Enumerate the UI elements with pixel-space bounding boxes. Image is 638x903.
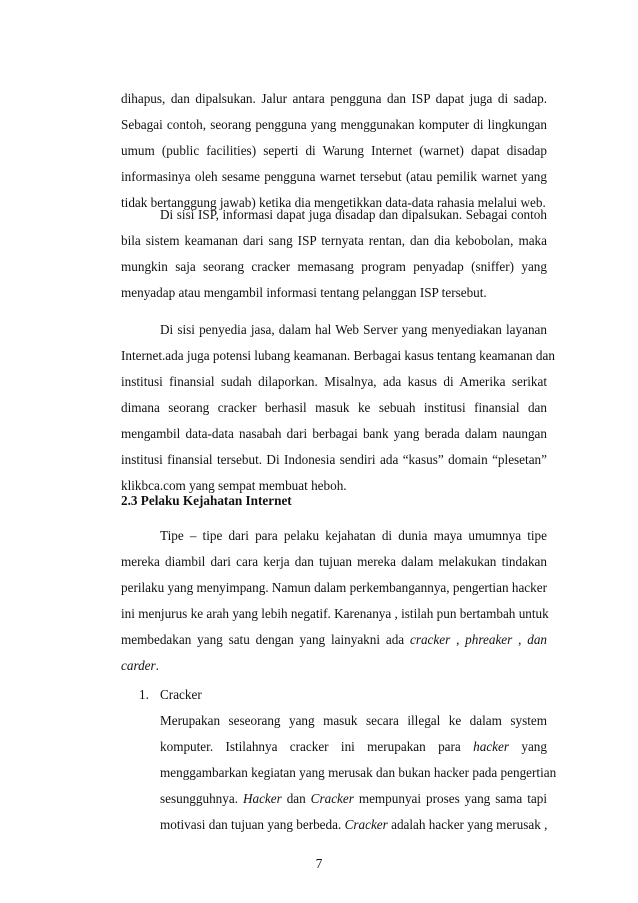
paragraph-line: institusi finansial tersebut. Di Indonesia sendiri ada “kasus” domain “plesetan”	[121, 452, 547, 467]
paragraph-line: umum (public facilities) seperti di Warung Internet (warnet) dapat disadap	[121, 143, 547, 158]
text-run: yang	[509, 739, 547, 754]
paragraph-line: mereka diambil dari cara kerja dan tujuan mereka dalam melakukan tindakan	[121, 554, 547, 569]
list-item-line	[160, 818, 547, 834]
paragraph-line: Di sisi ISP, informasi dapat juga disadap dan dipalsukan. Sebagai contoh	[160, 207, 547, 222]
paragraph-line: Internet.ada juga potensi lubang keamanan. Berbagai kasus tentang keamanan dan	[121, 348, 555, 363]
paragraph-line: Di sisi penyedia jasa, dalam hal Web Server yang menyediakan layanan	[160, 322, 547, 337]
paragraph-line: Sebagai contoh, seorang pengguna yang menggunakan komputer di lingkungan	[121, 117, 547, 132]
list-item-title: Cracker	[160, 687, 202, 702]
paragraph-line: dimana seorang cracker berhasil masuk ke sebuah institusi finansial dan	[121, 400, 547, 415]
text-run: adalah hacker yang merusak ,	[387, 817, 548, 832]
paragraph-line: tidak bertanggung jawab) ketika dia mengetikkan data-data rahasia melalui web.	[121, 195, 546, 210]
text-run: membedakan yang satu dengan yang lainyakni ada	[121, 632, 410, 647]
text-run: ,	[512, 632, 528, 647]
paragraph-line: perilaku yang menyimpang. Namun dalam perkembangannya, pengertian hacker	[121, 580, 547, 595]
list-item-line: menggambarkan kegiatan yang merusak dan bukan hacker pada pengertian	[160, 765, 557, 780]
text-run: ,	[450, 632, 466, 647]
paragraph-line: menyadap atau mengambil informasi tentang pelanggan ISP tersebut.	[121, 285, 487, 300]
text-run: komputer. Istilahnya cracker ini merupakan para	[160, 739, 474, 754]
section-heading: 2.3 Pelaku Kejahatan Internet	[121, 493, 292, 508]
term-cracker: cracker	[409, 632, 451, 647]
paragraph-line: mungkin saja seorang cracker memasang program penyadap (sniffer) yang	[121, 259, 547, 274]
paragraph-line	[121, 633, 547, 649]
paragraph-line: Tipe – tipe dari para pelaku kejahatan di dunia maya umumnya tipe	[160, 528, 547, 543]
text-run: mempunyai proses yang sama tapi	[353, 791, 547, 806]
paragraph-line	[121, 659, 547, 675]
term-carder: carder	[121, 658, 156, 673]
paragraph-line: klikbca.com yang sempat membuat heboh.	[121, 478, 347, 493]
paragraph-line: bila sistem keamanan dari sang ISP ternyata rentan, dan dia kebobolan, maka	[121, 233, 547, 248]
text-run: .	[155, 658, 159, 673]
text-run: sesungguhnya.	[160, 791, 243, 806]
term-phreaker: phreaker	[465, 632, 513, 647]
text-run: motivasi dan tujuan yang berbeda.	[160, 817, 345, 832]
list-item-line	[160, 740, 547, 756]
paragraph-line: mengambil data-data nasabah dari berbagai bank yang berada dalam naungan	[121, 426, 547, 441]
paragraph-line: ini menjurus ke arah yang lebih negatif. Karenanya , istilah pun bertambah untuk	[121, 606, 549, 621]
paragraph-line: informasinya oleh sesame pengguna warnet tersebut (atau pemilik warnet yang	[121, 169, 547, 184]
term-hacker: Hacker	[242, 791, 282, 806]
list-number: 1.	[139, 687, 149, 702]
term-hacker: hacker	[473, 739, 510, 754]
term-cracker: Cracker	[310, 791, 354, 806]
list-item-line: Merupakan seseorang yang masuk secara illegal ke dalam system	[160, 713, 547, 728]
paragraph-line: institusi finansial sudah dilaporkan. Misalnya, ada kasus di Amerika serikat	[121, 374, 547, 389]
page-number: 7	[315, 856, 323, 871]
list-item-line	[160, 792, 547, 808]
term-cracker: Cracker	[344, 817, 388, 832]
text-run: dan	[281, 791, 311, 806]
term-dan: dan	[527, 632, 547, 647]
paragraph-line: dihapus, dan dipalsukan. Jalur antara pengguna dan ISP dapat juga di sadap.	[121, 91, 547, 106]
